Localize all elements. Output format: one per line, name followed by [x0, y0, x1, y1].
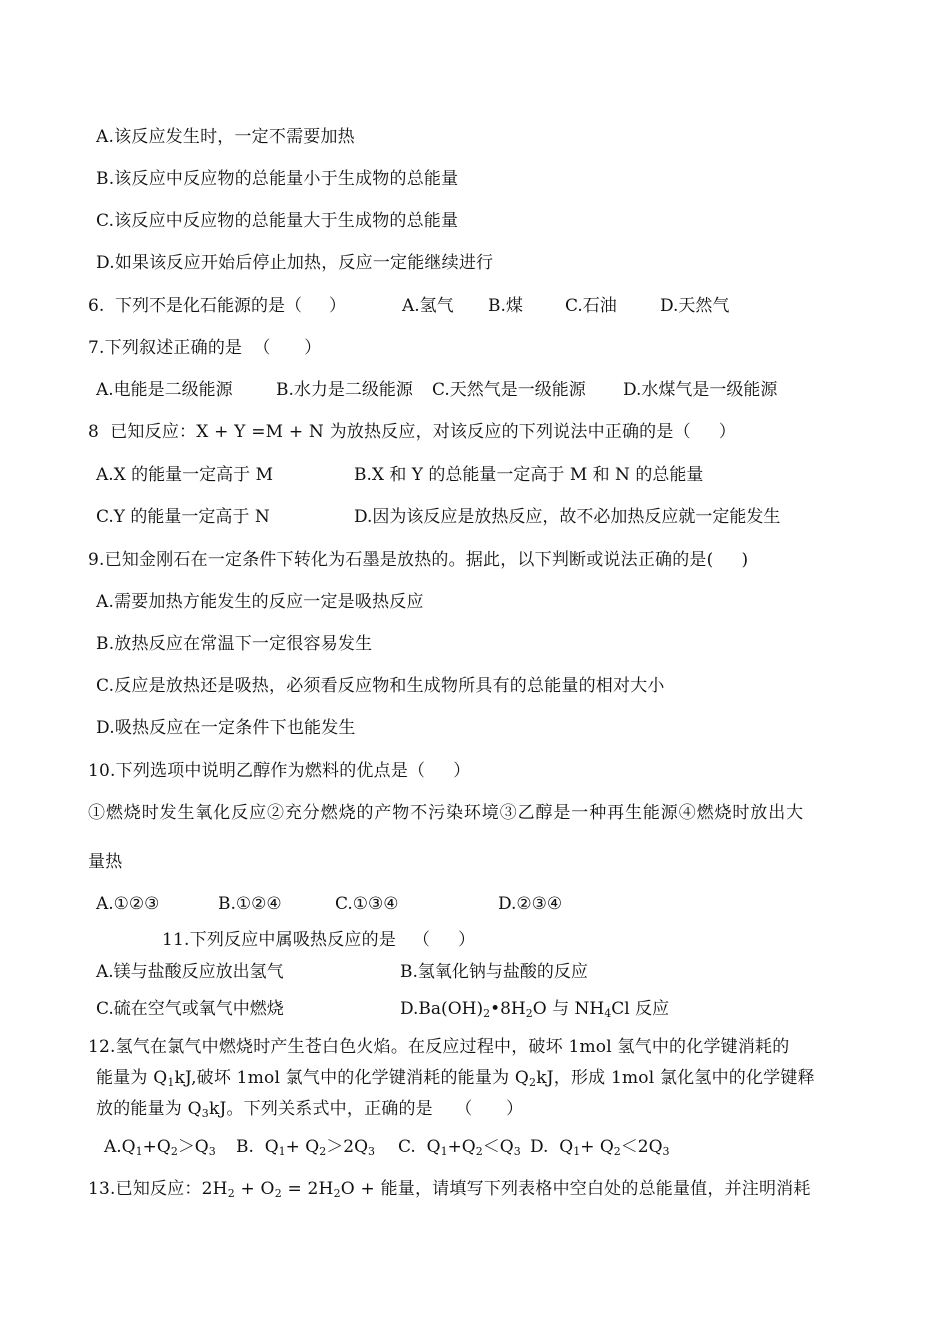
q6-stem: 6. 下列不是化石能源的是（ ） — [88, 296, 347, 316]
q6-option-d: D.天然气 — [660, 296, 730, 316]
q12-stem-line1: 12.氢气在氯气中燃烧时产生苍白色火焰。在反应过程中，破坏 1mol 氢气中的化学键消耗的 — [88, 1037, 790, 1057]
q10-option-b: B.①②④ — [218, 894, 282, 914]
q7-option-c: C.天然气是一级能源 — [432, 380, 586, 400]
q8-option-d: D.因为该反应是放热反应，故不必加热反应就一定能发生 — [354, 507, 781, 527]
q12-option-d: D. $Q_1+ Q_2<2Q_3$ — [530, 1137, 670, 1158]
q10-option-d: D.②③④ — [498, 894, 563, 914]
q10-option-c: C.①③④ — [335, 894, 399, 914]
q11-option-d: $D.Ba(OH)_2•8H_2O$ 与 $NH_4Cl$ 反应 — [400, 999, 670, 1020]
q5-option-a: A.该反应发生时，一定不需要加热 — [96, 127, 355, 147]
q6-option-b: B.煤 — [488, 296, 523, 316]
q10-items-line2: 量热 — [88, 852, 123, 872]
q12-option-b: B. $Q_1+ Q_2>2Q_3$ — [236, 1137, 376, 1158]
q7-option-a: A.电能是二级能源 — [96, 380, 233, 400]
q11-option-a: A.镁与盐酸反应放出氢气 — [96, 962, 284, 982]
q10-items-line1: ①燃烧时发生氧化反应②充分燃烧的产物不污染环境③乙醇是一种再生能源④燃烧时放出大 — [88, 803, 804, 823]
q7-option-b: B.水力是二级能源 — [276, 380, 413, 400]
q6-option-c: C.石油 — [565, 296, 617, 316]
q12-option-a: $A.Q_1+Q_2>Q_3$ — [104, 1137, 216, 1158]
q12-option-c: C. $Q_1+Q_2<Q_3$ — [398, 1137, 521, 1158]
q12-stem-line3: 放的能量为 $Q_3kJ$。下列关系式中，正确的是 （ ） — [96, 1099, 524, 1120]
q6-option-a: A.氢气 — [402, 296, 454, 316]
q9-stem: 9.已知金刚石在一定条件下转化为石墨是放热的。据此，以下判断或说法正确的是( ) — [88, 550, 749, 570]
q5-option-d: D.如果该反应开始后停止加热，反应一定能继续进行 — [96, 253, 494, 273]
q11-option-c: C.硫在空气或氧气中燃烧 — [96, 999, 284, 1019]
q7-stem: 7.下列叙述正确的是 （ ） — [88, 338, 322, 358]
q8-option-b: B.X 和 Y 的总能量一定高于 M 和 N 的总能量 — [354, 465, 704, 485]
q9-option-a: A.需要加热方能发生的反应一定是吸热反应 — [96, 592, 424, 612]
q5-option-b: B.该反应中反应物的总能量小于生成物的总能量 — [96, 169, 459, 189]
q9-option-d: D.吸热反应在一定条件下也能发生 — [96, 718, 356, 738]
q9-option-c: C.反应是放热还是吸热，必须看反应物和生成物所具有的总能量的相对大小 — [96, 676, 665, 696]
q9-option-b: B.放热反应在常温下一定很容易发生 — [96, 634, 373, 654]
q5-option-c: C.该反应中反应物的总能量大于生成物的总能量 — [96, 211, 459, 231]
q8-stem: 8 已知反应：X + Y =M + N 为放热反应，对该反应的下列说法中正确的是（ ） — [88, 422, 737, 442]
q13-stem: 13.已知反应：$2H_2 + O_2 = 2H_2O$ + 能量，请填写下列表格中空白处的总能量值，并注明消耗 — [88, 1179, 811, 1200]
q11-stem: 11.下列反应中属吸热反应的是 （ ） — [162, 930, 476, 950]
q10-option-a: A.①②③ — [96, 894, 160, 914]
q11-option-b: B.氢氧化钠与盐酸的反应 — [400, 962, 588, 982]
q8-option-c: C.Y 的能量一定高于 N — [96, 507, 270, 527]
q7-option-d: D.水煤气是一级能源 — [623, 380, 778, 400]
q10-stem: 10.下列选项中说明乙醇作为燃料的优点是（ ） — [88, 761, 471, 781]
q8-option-a: A.X 的能量一定高于 M — [96, 465, 273, 485]
q12-stem-line2: 能量为 $Q_1kJ$,破坏 1mol 氯气中的化学键消耗的能量为 $Q_2kJ$，形成 1mol 氯化氢中的化学键释 — [96, 1068, 815, 1089]
